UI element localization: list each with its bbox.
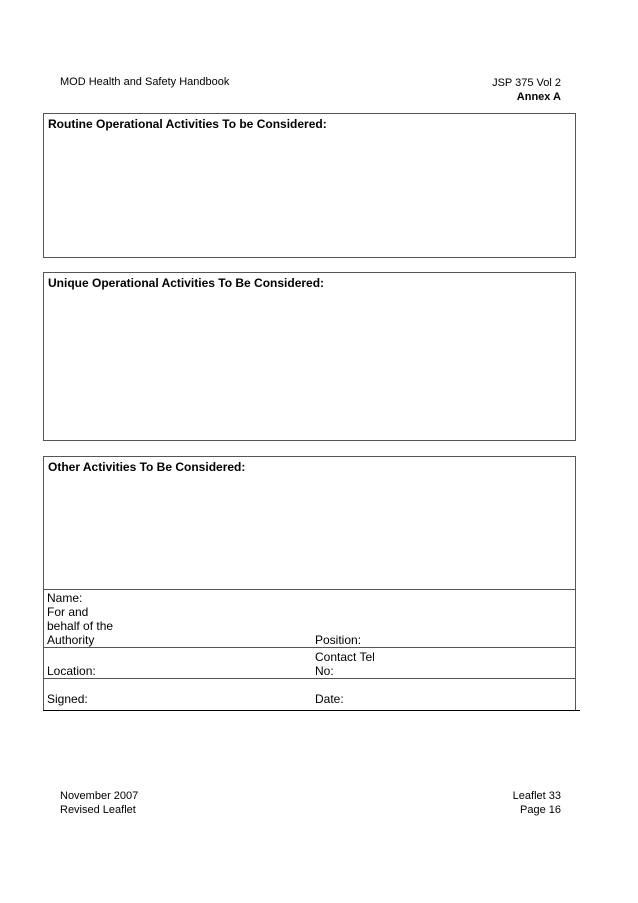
position-label: Position: bbox=[315, 633, 362, 647]
location-row[interactable] bbox=[43, 647, 576, 679]
unique-activities-box[interactable] bbox=[43, 272, 576, 441]
header-doc-ref: JSP 375 Vol 2 bbox=[492, 77, 561, 89]
footer-right bbox=[513, 789, 561, 817]
signed-row[interactable] bbox=[43, 678, 576, 711]
authority-row[interactable] bbox=[43, 589, 576, 648]
routine-activities-title: Routine Operational Activities To be Considered: bbox=[48, 117, 327, 131]
other-activities-title: Other Activities To Be Considered: bbox=[48, 460, 246, 474]
footer-date: November 2007 bbox=[60, 790, 139, 802]
routine-activities-box[interactable] bbox=[43, 113, 576, 258]
signature-bottom-rule bbox=[43, 710, 580, 711]
date-label: Date: bbox=[315, 692, 344, 706]
footer-revised: Revised Leaflet bbox=[60, 804, 136, 816]
signed-label: Signed: bbox=[47, 692, 88, 706]
authority-label: Name: For and behalf of the Authority bbox=[47, 591, 114, 647]
header-left: MOD Health and Safety Handbook bbox=[60, 76, 230, 88]
header-right bbox=[492, 76, 561, 104]
location-label: Location: bbox=[47, 664, 96, 678]
footer-leaflet: Leaflet 33 bbox=[512, 790, 561, 802]
header-annex: Annex A bbox=[516, 91, 561, 103]
footer-page: Page 16 bbox=[520, 804, 561, 816]
contact-tel-label: Contact Tel No: bbox=[315, 650, 375, 678]
signature-block bbox=[43, 589, 576, 710]
footer-left bbox=[60, 789, 138, 817]
unique-activities-title: Unique Operational Activities To Be Considered: bbox=[48, 276, 325, 290]
